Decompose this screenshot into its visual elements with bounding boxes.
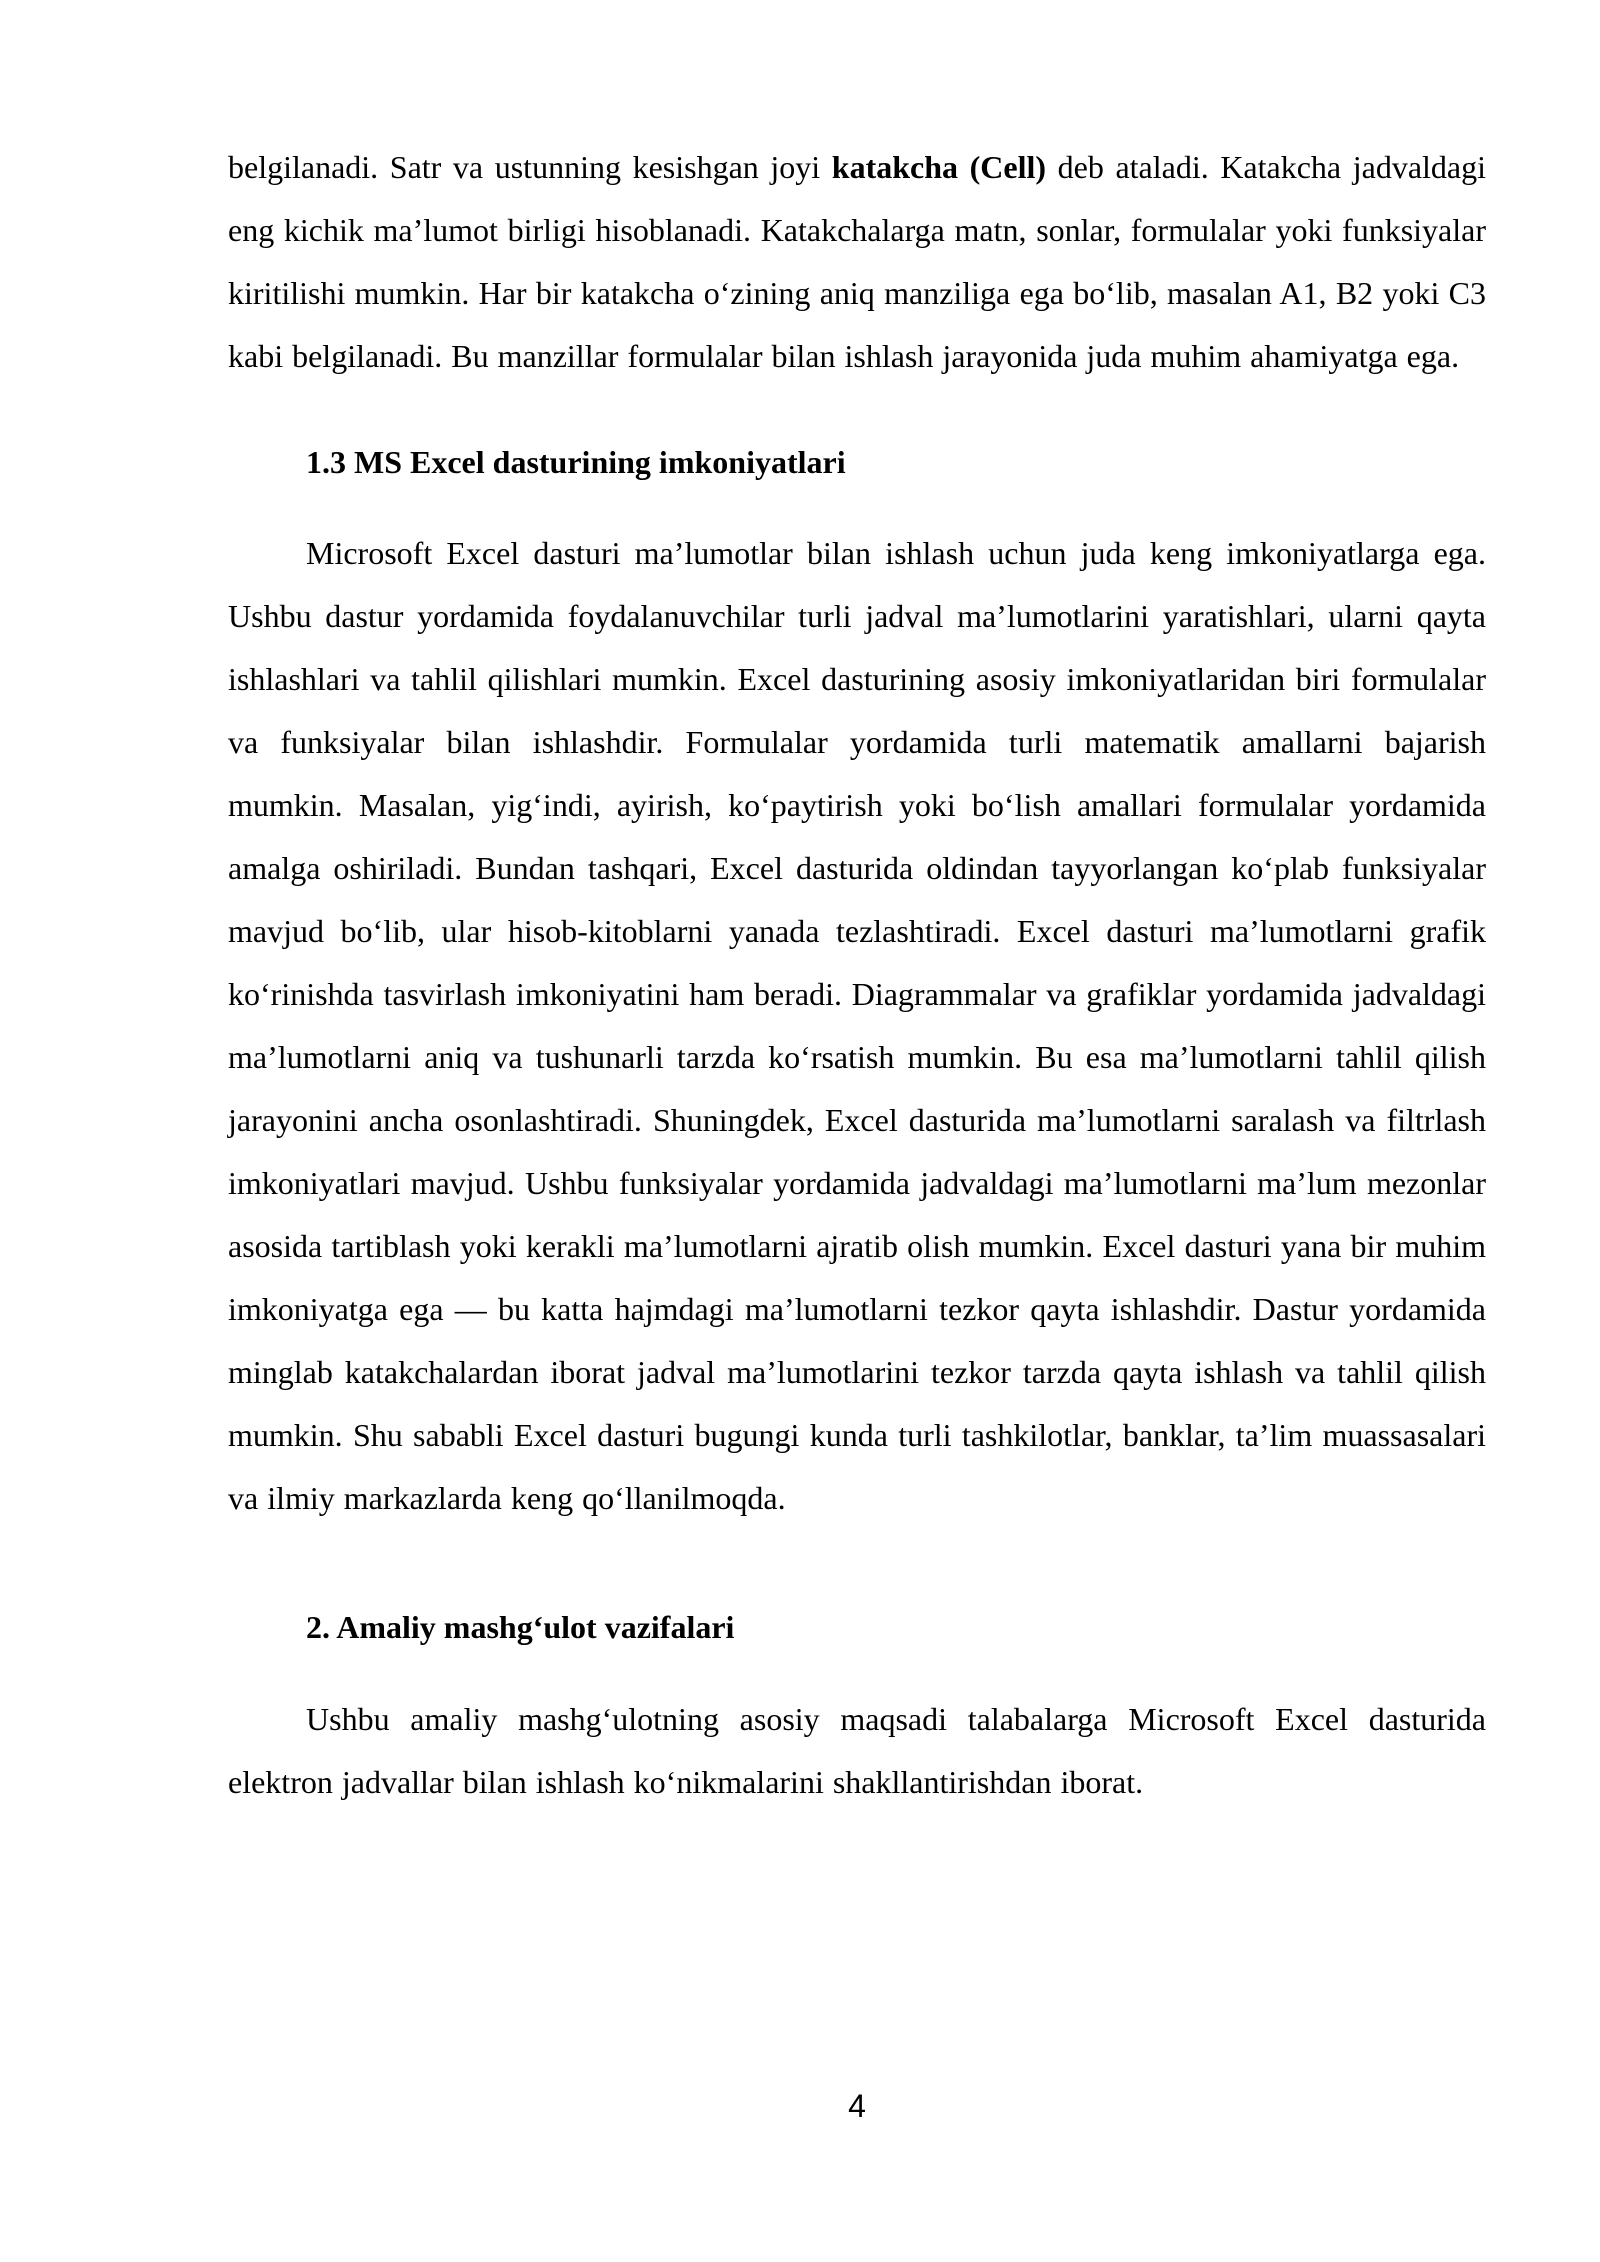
page-content bbox=[228, 136, 1486, 1814]
paragraph-text-after-bold: deb ataladi. Katakcha jadvaldagi eng kichik ma’lumot birligi hisoblanadi. Katakchalarga matn, sonlar, formulalar yoki funksiyalar kiritilishi mumkin. Har bir katakcha o‘zining aniq manziliga ega bo‘lib, masalan A1, B2 yoki C3 kabi belgilanadi. Bu manzillar formulalar bilan ishlash jarayonida juda muhim ahamiyatga ega. bbox=[228, 149, 1487, 374]
section-heading-2: 2. Amaliy mashg‘ulot vazifalari bbox=[306, 1609, 735, 1645]
paragraph-practical-purpose: Ushbu amaliy mashg‘ulotning asosiy maqsadi talabalarga Microsoft Excel dasturida elektron jadvallar bilan ishlash ko‘nikmalarini shakllantirishdan iborat. bbox=[228, 1701, 1486, 1800]
paragraph-excel-capabilities: Microsoft Excel dasturi ma’lumotlar bilan ishlash uchun juda keng imkoniyatlarga ega. Ushbu dastur yordamida foydalanuvchilar turli jadval ma’lumotlarini yaratishlari, ularni qayta ishlashlari va tahlil qilishlari mumkin. Excel dasturining asosiy imkoniyatlaridan biri formulalar va funksiyalar bilan ishlashdir. Formulalar yordamida turli matematik amallarni bajarish mumkin. Masalan, yig‘indi, ayirish, ko‘paytirish yoki bo‘lish amallari formulalar yordamida amalga oshiriladi. Bundan tashqari, Excel dasturida oldindan tayyorlangan ko‘plab funksiyalar mavjud bo‘lib, ular hisob-kitoblarni yanada tezlashtiradi. Excel dasturi ma’lumotlarni grafik ko‘rinishda tasvirlash imkoniyatini ham beradi. Diagrammalar va grafiklar yordamida jadvaldagi ma’lumotlarni aniq va tushunarli tarzda ko‘rsatish mumkin. Bu esa ma’lumotlarni tahlil qilish jarayonini ancha osonlashtiradi. Shuningdek, Excel dasturida ma’lumotlarni saralash va filtrlash imkoniyatlari mavjud. Ushbu funksiyalar yordamida jadvaldagi ma’lumotlarni ma’lum mezonlar asosida tartiblash yoki kerakli ma’lumotlarni ajratib olish mumkin. Excel dasturi yana bir muhim imkoniyatga ega — bu katta hajmdagi ma’lumotlarni tezkor qayta ishlashdir. Dastur yordamida minglab katakchalardan iborat jadval ma’lumotlarini tezkor tarzda qayta ishlash va tahlil qilish mumkin. Shu sababli Excel dasturi bugungi kunda turli tashkilotlar, banklar, ta’lim muassasalari va ilmiy markazlarda keng qo‘llanilmoqda. bbox=[228, 535, 1486, 1516]
page-number: 4 bbox=[848, 2088, 866, 2124]
section-heading-1-3: 1.3 MS Excel dasturining imkoniyatlari bbox=[306, 444, 846, 480]
page-footer bbox=[228, 2086, 1486, 2126]
bold-term-katakcha-cell: katakcha (Cell) bbox=[831, 149, 1047, 185]
paragraph-text-before-bold: belgilanadi. Satr va ustunning kesishgan joyi bbox=[228, 149, 832, 185]
paragraph-cell-definition bbox=[228, 136, 1486, 388]
